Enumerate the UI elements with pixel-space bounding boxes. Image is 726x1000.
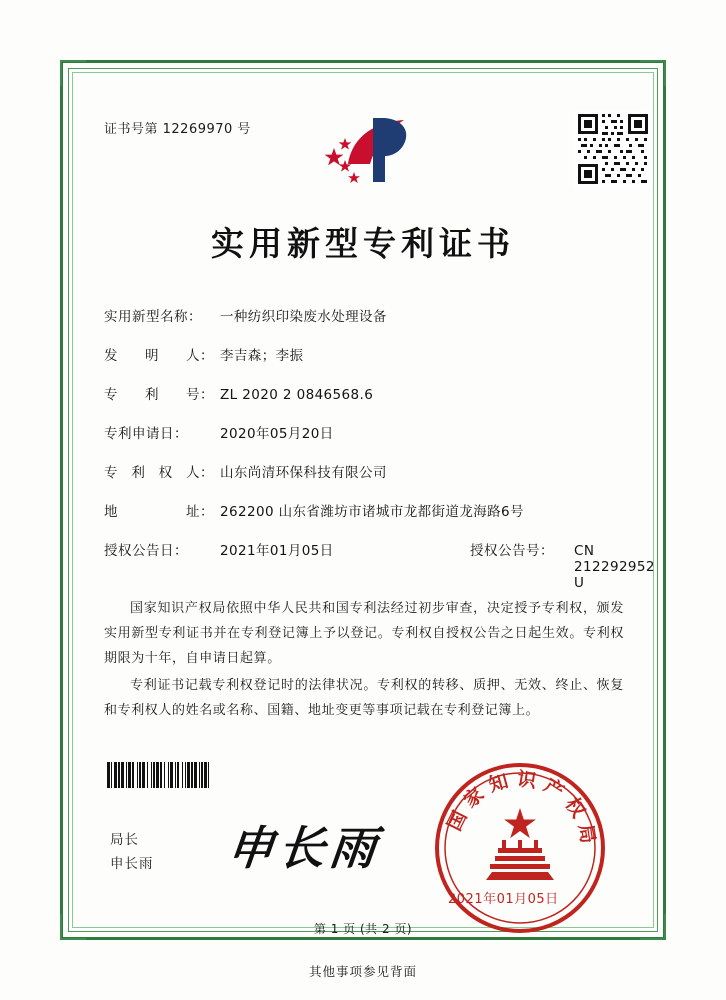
field-label-part: 发 xyxy=(104,348,118,364)
field-label-part: 利 xyxy=(131,465,146,481)
signature-block xyxy=(110,828,154,876)
field-label-part: 人： xyxy=(185,465,214,481)
field-label xyxy=(104,344,220,364)
handwritten-signature: 申长雨 xyxy=(224,821,384,875)
field-utility-model-name xyxy=(104,305,624,325)
seal-date: 2021年01月05日 xyxy=(448,892,559,907)
page-title: 实用新型专利证书 xyxy=(211,224,515,263)
field-label-part: 人： xyxy=(186,348,214,364)
legal-text-block xyxy=(104,596,624,725)
director-title-label: 局长 xyxy=(110,832,139,848)
field-label: 专利申请日： xyxy=(104,426,188,442)
field-value: ZL 2020 2 0846568.6 xyxy=(220,387,374,403)
field-value: 一种纺织印染废水处理设备 xyxy=(220,309,387,325)
field-inventor xyxy=(104,344,624,364)
field-label-part: 明 xyxy=(145,348,159,364)
field-label xyxy=(104,383,220,403)
field-label-part: 权 xyxy=(158,465,173,481)
qr-code-icon xyxy=(574,110,652,188)
field-label-grant-number: 授权公告号： xyxy=(470,543,554,559)
svg-text:国家知识产权局: 国家知识产权局 xyxy=(443,767,601,852)
barcode-icon xyxy=(107,762,307,788)
field-value: 2020年05月20日 xyxy=(220,426,334,442)
corner-ornament-top-right xyxy=(640,60,666,86)
field-label xyxy=(104,500,220,520)
field-value: 山东尚清环保科技有限公司 xyxy=(220,465,387,481)
field-value-grant-date: 2021年01月05日 xyxy=(220,543,334,559)
below-note: 其他事项参见背面 xyxy=(308,964,417,979)
field-address xyxy=(104,500,624,520)
field-patent-number xyxy=(104,383,624,403)
field-value: 李吉森；李振 xyxy=(220,348,304,364)
cnipa-star-logo-icon xyxy=(318,108,414,194)
certificate-number: 证书号第 12269970 号 xyxy=(104,122,251,137)
corner-ornament-top-left xyxy=(60,60,86,86)
field-label-part: 利 xyxy=(145,387,159,403)
legal-paragraph-1: 国家知识产权局依照中华人民共和国专利法经过初步审查，决定授予专利权，颁发实用新型专利证书并在专利登记簿上予以登记。专利权自授权公告之日起生效。专利权期限为十年，自申请日起算。 xyxy=(104,601,624,666)
official-seal-icon xyxy=(432,760,608,936)
field-patentee xyxy=(104,461,624,481)
field-label xyxy=(104,461,220,481)
page-indicator: 第 1 页 (共 2 页) xyxy=(313,922,413,936)
field-value-grant-number: CN 212292952 U xyxy=(574,543,655,591)
field-label-grant-date: 授权公告日： xyxy=(104,543,188,559)
field-application-date xyxy=(104,422,624,442)
field-label-part: 地 xyxy=(104,504,118,520)
field-label: 实用新型名称： xyxy=(104,309,202,325)
field-label-part: 址： xyxy=(186,504,214,520)
director-name-label: 申长雨 xyxy=(110,856,154,872)
field-label-part: 专 xyxy=(104,465,118,481)
field-grant-announcement xyxy=(104,539,655,591)
field-list xyxy=(104,305,655,610)
legal-paragraph-2: 专利证书记载专利权登记时的法律状况。专利权的转移、质押、无效、终止、恢复和专利权人的姓名或名称、国籍、地址变更等事项记载在专利登记簿上。 xyxy=(104,678,624,718)
field-label-part: 专 xyxy=(104,387,118,403)
field-value: 262200 山东省潍坊市诸城市龙都街道龙海路6号 xyxy=(220,504,524,520)
field-label-part: 号： xyxy=(186,387,214,403)
